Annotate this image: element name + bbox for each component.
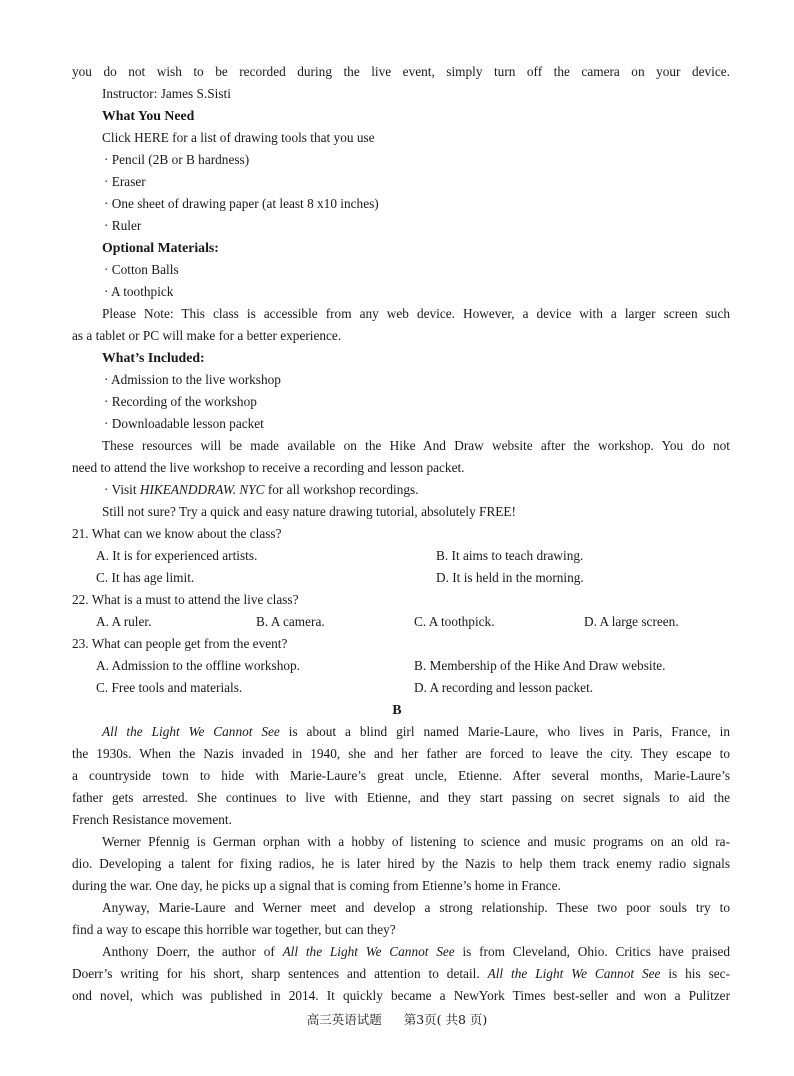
list-item: · Recording of the workshop [104,394,257,409]
paragraph-line: find a way to escape this horrible war together, but can they? [72,922,396,937]
question-stem: 23. What can people get from the event? [72,636,288,651]
website-link: HIKEANDDRAW. NYC [139,482,265,497]
list-item: · Downloadable lesson packet [104,416,264,431]
question-stem: 22. What is a must to attend the live class? [72,592,299,607]
paragraph-line: as a tablet or PC will make for a better experience. [72,328,342,343]
answer-option: B. Membership of the Hike And Draw website. [414,658,666,673]
list-item: · One sheet of drawing paper (at least 8 x10 inches) [104,196,379,211]
visit-line: · Visit HIKEANDDRAW. NYC for all workshop recordings. [104,482,419,497]
paragraph-line: These resources will be made available on the Hike And Draw website after the workshop. You do not [102,438,730,453]
instructor-line: Instructor: James S.Sisti [102,86,231,101]
section-b-heading: B [392,702,402,717]
answer-option: A. It is for experienced artists. [96,548,258,563]
click-here-line: Click HERE for a list of drawing tools that you use [102,130,375,145]
paragraph-line: the 1930s. When the Nazis invaded in 1940, she and her father are forced to leave the city. They escape to [72,746,730,761]
paragraph-line: you do not wish to be recorded during the live event, simply turn off the camera on your device. [72,64,730,79]
answer-option: A. Admission to the offline workshop. [96,658,301,673]
answer-option: A. A ruler. [96,614,152,629]
optional-materials-heading: Optional Materials: [102,240,219,255]
whats-included-heading: What’s Included: [102,350,205,365]
paragraph-line: a countryside town to hide with Marie-Laure’s great uncle, Etienne. After several months, Marie-Laure’s [72,768,730,783]
book-title: All the Light We Cannot See [487,966,661,981]
answer-option: B. It aims to teach drawing. [436,548,584,563]
answer-option: C. A toothpick. [414,614,495,629]
question-stem: 21. What can we know about the class? [72,526,282,541]
list-item: · Admission to the live workshop [104,372,281,387]
paragraph-line: Please Note: This class is accessible from any web device. However, a device with a larger screen such [102,306,730,321]
paragraph-line: French Resistance movement. [72,812,232,827]
paragraph-line: Anthony Doerr, the author of All the Light We Cannot See is from Cleveland, Ohio. Critics have praised [102,944,730,959]
paragraph-line: dio. Developing a talent for fixing radios, he is later hired by the Nazis to help them track enemy radio signals [72,856,730,871]
paragraph-line: ond novel, which was published in 2014. It quickly became a NewYork Times best-seller and won a Pulitzer [72,988,730,1003]
book-title: All the Light We Cannot See [282,944,455,959]
paragraph-line: during the war. One day, he picks up a signal that is coming from Etienne’s home in France. [72,878,561,893]
list-item: · A toothpick [104,284,174,299]
list-item: · Cotton Balls [104,262,179,277]
paragraph-line: Doerr’s writing for his short, sharp sentences and attention to detail. All the Light We Cannot See is his sec- [72,966,731,981]
paragraph-line: need to attend the live workshop to receive a recording and lesson packet. [72,460,465,475]
answer-option: D. A large screen. [584,614,679,629]
answer-option: C. It has age limit. [96,570,195,585]
paragraph-line: Still not sure? Try a quick and easy nature drawing tutorial, absolutely FREE! [102,504,516,519]
list-item: · Pencil (2B or B hardness) [104,152,250,167]
paragraph-line: All the Light We Cannot See is about a blind girl named Marie-Laure, who lives in Paris, France, in [102,724,731,739]
footer-page-number: 第3页( 共8 页) [403,1012,488,1027]
footer-subject: 高三英语试题 [306,1012,382,1027]
list-item: · Ruler [104,218,142,233]
paragraph-line: Werner Pfennig is German orphan with a hobby of listening to science and music programs on an old ra- [102,834,730,849]
paragraph-line: father gets arrested. She continues to live with Etienne, and they start passing on secret signals to aid the [72,790,730,805]
page-footer [0,1011,794,1029]
answer-option: D. A recording and lesson packet. [414,680,594,695]
paragraph-line: Anyway, Marie-Laure and Werner meet and develop a strong relationship. These two poor souls try to [102,900,730,915]
answer-option: C. Free tools and materials. [96,680,243,695]
list-item: · Eraser [104,174,146,189]
answer-option: B. A camera. [256,614,325,629]
what-you-need-heading: What You Need [102,108,195,123]
answer-option: D. It is held in the morning. [436,570,584,585]
book-title: All the Light We Cannot See [102,724,280,739]
